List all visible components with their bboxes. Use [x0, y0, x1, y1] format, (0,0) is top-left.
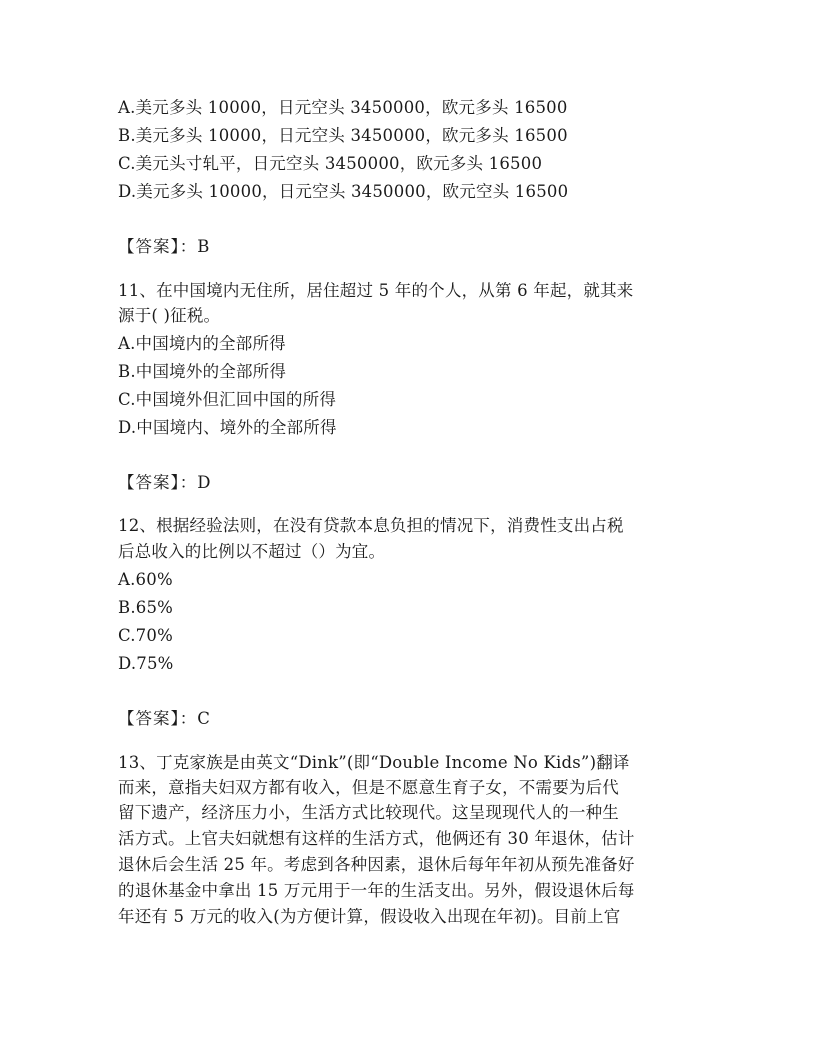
- q11-option-b: B.中国境外的全部所得: [118, 362, 287, 381]
- q13-stem-line-7: 年还有 5 万元的收入(为方便计算，假设收入出现在年初)。目前上官: [118, 907, 621, 926]
- q10-option-a: A.美元多头 10000，日元空头 3450000，欧元多头 16500: [118, 98, 568, 117]
- q12-option-b: B.65%: [118, 598, 174, 617]
- q11-stem-line-2: 源于( )征税。: [118, 306, 221, 325]
- q13-stem-line-5: 退休后会生活 25 年。考虑到各种因素，退休后每年年初从预先准备好: [118, 855, 635, 874]
- q11-option-d: D.中国境内、境外的全部所得: [118, 418, 337, 437]
- q11-option-c: C.中国境外但汇回中国的所得: [118, 390, 337, 409]
- q12-option-d: D.75%: [118, 654, 174, 673]
- q12-stem-line-1: 12、根据经验法则，在没有贷款本息负担的情况下，消费性支出占税: [118, 516, 624, 535]
- q10-option-c: C.美元头寸轧平，日元空头 3450000，欧元多头 16500: [118, 154, 543, 173]
- q12-option-a: A.60%: [118, 570, 173, 589]
- q13-stem-line-4: 活方式。上官夫妇就想有这样的生活方式，他俩还有 30 年退休，估计: [118, 829, 635, 848]
- q12-stem-line-2: 后总收入的比例以不超过（）为宜。: [118, 542, 386, 561]
- q13-stem-line-6: 的退休基金中拿出 15 万元用于一年的生活支出。另外，假设退休后每: [118, 881, 635, 900]
- q11-stem-line-1: 11、在中国境内无住所，居住超过 5 年的个人，从第 6 年起，就其来: [118, 281, 634, 300]
- q13-stem-line-1: 13、丁克家族是由英文“Dink”(即“Double Income No Kids”)翻译: [118, 753, 630, 772]
- q10-option-d: D.美元多头 10000，日元空头 3450000，欧元空头 16500: [118, 182, 569, 201]
- q12-option-c: C.70%: [118, 626, 173, 645]
- q11-answer: 【答案】：D: [118, 473, 212, 492]
- q10-answer: 【答案】：B: [118, 237, 211, 256]
- q11-option-a: A.中国境内的全部所得: [118, 334, 286, 353]
- q12-answer: 【答案】：C: [118, 709, 211, 728]
- q10-option-b: B.美元多头 10000，日元空头 3450000，欧元多头 16500: [118, 126, 568, 145]
- q13-stem-line-3: 留下遗产，经济压力小，生活方式比较现代。这呈现现代人的一种生: [118, 803, 619, 822]
- q13-stem-line-2: 而来，意指夫妇双方都有收入，但是不愿意生育子女，不需要为后代: [118, 778, 619, 797]
